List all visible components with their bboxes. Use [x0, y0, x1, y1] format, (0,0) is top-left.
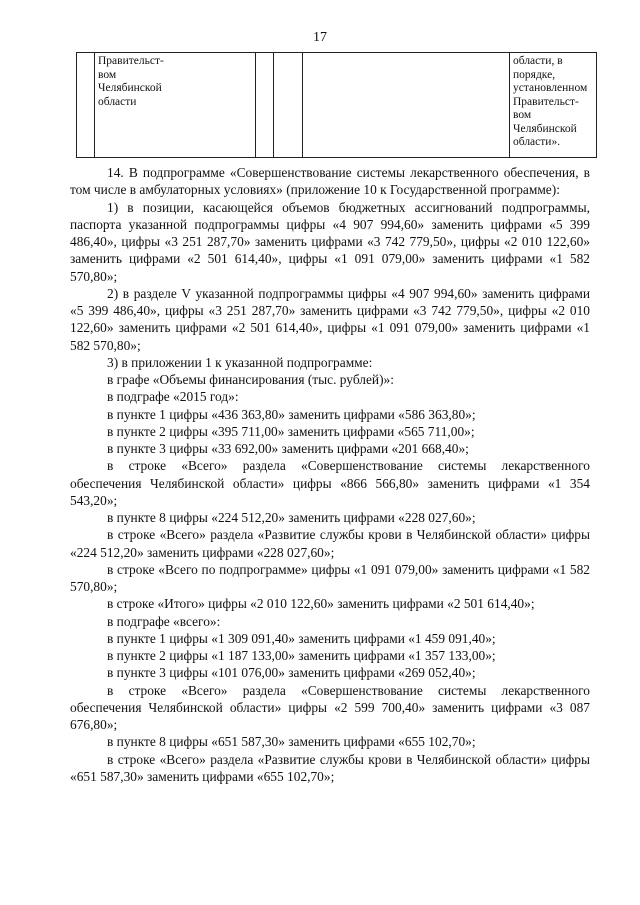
- page-number: 17: [313, 30, 327, 45]
- paragraph: 3) в приложении 1 к указанной подпрограмме:: [107, 354, 373, 370]
- paragraph: в подграфе «всего»:: [107, 613, 221, 629]
- paragraph: в пункте 1 цифры «1 309 091,40» заменить цифрами «1 459 091,40»;: [107, 630, 496, 646]
- table-cell-1: [77, 53, 95, 158]
- paragraph: в графе «Объемы финансирования (тыс. рублей)»:: [107, 372, 394, 387]
- paragraph: в строке «Всего» раздела «Совершенствование системы лекарственного обеспечения Челябинской области» цифры «866 566,80» заменить цифрами «1 354 543,20»;: [70, 458, 590, 508]
- paragraph: в строке «Всего» раздела «Развитие службы крови в Челябинской области» цифры «651 587,30» заменить цифрами «655 102,70»;: [70, 751, 590, 784]
- paragraph: в пункте 3 цифры «101 076,00» заменить цифрами «269 052,40»;: [107, 665, 476, 681]
- paragraph: в пункте 8 цифры «224 512,20» заменить цифрами «228 027,60»;: [107, 510, 476, 525]
- table-fragment: [76, 52, 597, 158]
- table-row: [77, 53, 597, 158]
- paragraph: в подграфе «2015 год»:: [107, 389, 239, 405]
- table-cell-4: [274, 53, 303, 158]
- paragraph: в строке «Всего» раздела «Совершенствование системы лекарственного обеспечения Челябинской области» цифры «2 599 700,40» заменить цифрами «3 087 676,80»;: [70, 682, 590, 732]
- paragraph: в строке «Всего по подпрограмме» цифры «1 091 079,00» заменить цифрами «1 582 570,80»;: [70, 561, 590, 594]
- paragraph: в строке «Итого» цифры «2 010 122,60» заменить цифрами «2 501 614,40»;: [107, 596, 535, 612]
- paragraph: 2) в разделе V указанной подпрограммы цифры «4 907 994,60» заменить цифрами «5 399 486,40», цифры «3 251 287,70» заменить цифрами «3 742 779,50», цифры «2 010 122,60» заменить цифрами «2 501 614,40», цифры «1 091 079,00» заменить цифрами «1 582 570,80»;: [70, 285, 590, 353]
- table-cell-2: [95, 53, 256, 158]
- table-cell-6: [510, 53, 597, 158]
- paragraph: в пункте 2 цифры «1 187 133,00» заменить цифрами «1 357 133,00»;: [107, 648, 496, 663]
- table-cell-5: [303, 53, 510, 158]
- paragraph: в пункте 2 цифры «395 711,00» заменить цифрами «565 711,00»;: [107, 423, 475, 439]
- paragraph: в пункте 3 цифры «33 692,00» заменить цифрами «201 668,40»;: [107, 441, 469, 456]
- cell-text-order: области, в порядке, установленном Правительст- вом Челябинской области».: [513, 55, 588, 148]
- table-cell-3: [256, 53, 274, 158]
- paragraph: в пункте 8 цифры «651 587,30» заменить цифрами «655 102,70»;: [107, 734, 476, 750]
- paragraph: 14. В подпрограмме «Совершенствование системы лекарственного обеспечения, в том числе в амбулаторных условиях» (приложение 10 к Государственной программе):: [70, 165, 590, 198]
- cell-text-executor: Правительст- вом Челябинской области: [98, 55, 164, 108]
- paragraph: в пункте 1 цифры «436 363,80» заменить цифрами «586 363,80»;: [107, 406, 476, 422]
- document-body: [70, 164, 590, 785]
- paragraph: в строке «Всего» раздела «Развитие службы крови в Челябинской области» цифры «224 512,20» заменить цифрами «228 027,60»;: [70, 527, 590, 560]
- paragraph: 1) в позиции, касающейся объемов бюджетных ассигнований подпрограммы, паспорта указанной подпрограммы цифры «4 907 994,60» заменить цифрами «5 399 486,40», цифры «3 251 287,70» заменить цифрами «3 742 779,50», цифры «2 010 122,60» заменить цифрами «2 501 614,40», цифры «1 091 079,00» заменить цифрами «1 582 570,80»;: [70, 199, 590, 284]
